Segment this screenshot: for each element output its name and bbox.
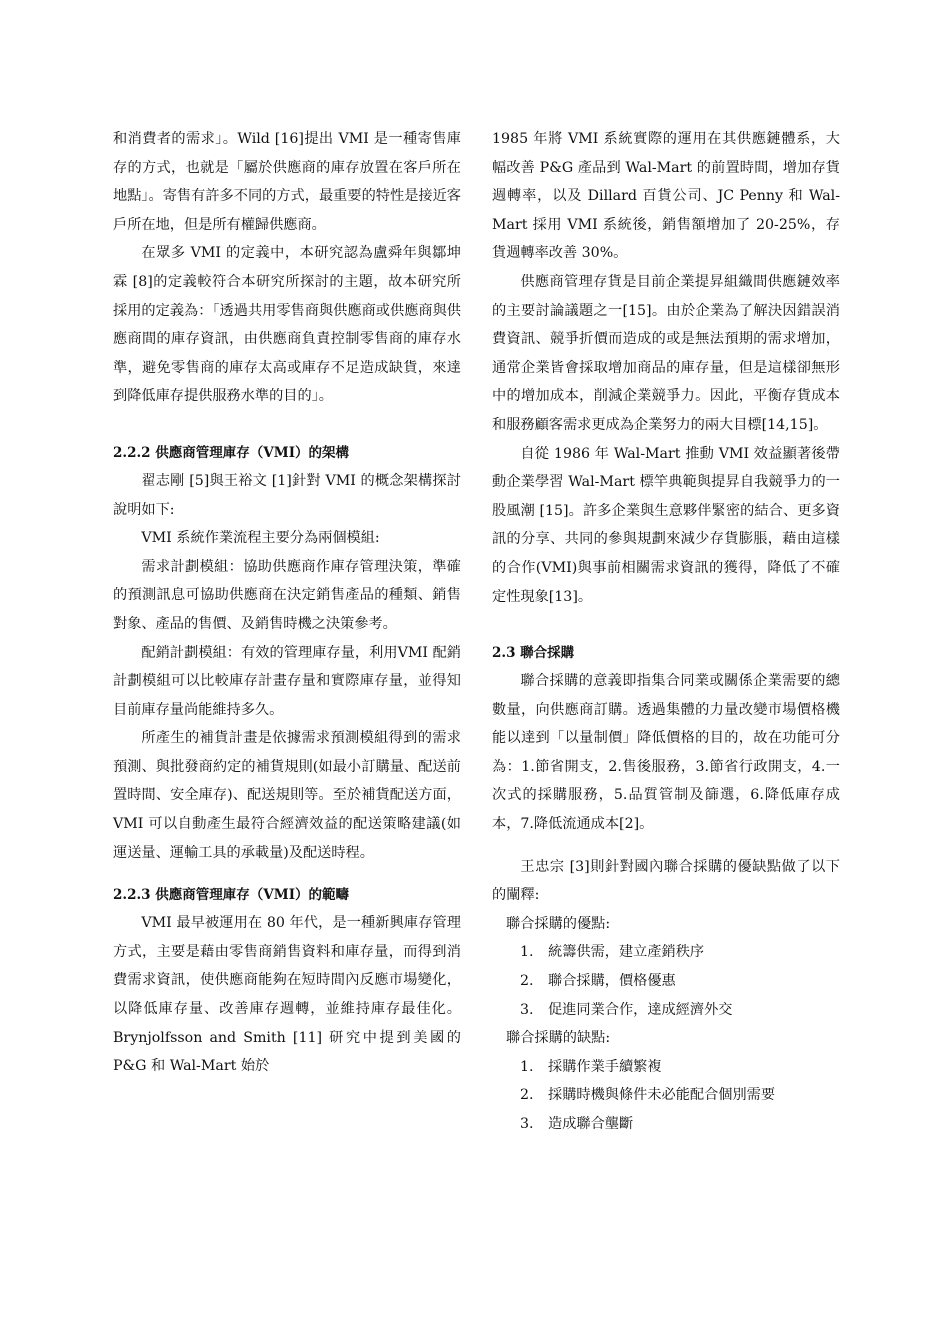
paragraph: 供應商管理存貨是目前企業提昇組織間供應鏈效率的主要討論議題之一[15]。由於企業為了解決因錯誤消費資訊、競爭折價而造成的或是無法預期的需求增加，通常企業皆會採取增加商品的庫存量，但是這樣卻無形中的增加成本，削減企業競爭力。因此，平衡存貨成本和服務顧客需求更成為企業努力的兩大目標[14,15]。: [492, 273, 840, 433]
spacer: [113, 411, 461, 439]
list-text: 聯合採購，價格優惠: [548, 973, 676, 990]
list-item: [492, 996, 840, 1025]
spacer: [492, 839, 840, 853]
list-item: [492, 1081, 840, 1110]
left-column: [113, 125, 461, 1081]
paragraph: 和消費者的需求」。Wild [16]提出 VMI 是一種寄售庫存的方式，也就是「屬於供應商的庫存放置在客戶所在地點」。寄售有許多不同的方式，最重要的特性是接近客戶所在地，但是所有權歸供應商。: [113, 131, 461, 233]
paragraph: 在眾多 VMI 的定義中，本研究認為盧舜年與鄒坤霖 [8]的定義較符合本研究所探討的主題，故本研究所採用的定義為：「透過共用零售商與供應商或供應商與供應商間的庫存資訊，由供應商負責控制零售商的庫存水準，避免零售商的庫存太高或庫存不足造成缺貨，來達到降低庫存提供服務水準的目的」。: [113, 245, 461, 405]
disadvantages-list: [492, 1053, 840, 1139]
paragraph: 翟志剛 [5]與王裕文 [1]針對 VMI 的概念架構探討說明如下:: [113, 472, 461, 518]
paragraph: 自從 1986 年 Wal-Mart 推動 VMI 效益顯著後帶動企業學習 Wal-Mart 標竿典範與提昇自我競爭力的一股風潮 [15]。許多企業與生意夥伴緊密的結合、更多資訊的分享、共同的參與規劃來減少存貨膨脹，藉由這樣的合作(VMI)與事前相關需求資訊的獲得，降低了不確定性現象[13]。: [492, 445, 840, 605]
paragraph: 聯合採購的意義即指集合同業或關係企業需要的總數量，向供應商訂購。透過集體的力量改變市場價格機能以達到「以量制價」降低價格的目的，故在功能可分為：1.節省開支，2.售後服務，3.節省行政開支，4.一次式的採購服務，5.品質管制及篩選，6.降低庫存成本，7.降低流通成本[2]。: [492, 673, 840, 833]
spacer: [492, 611, 840, 639]
paragraph: 王忠宗 [3]則針對國內聯合採購的優缺點做了以下的闡釋:: [492, 858, 840, 904]
section-heading-2-2-3: 2.2.3 供應商管理庫存（VMI）的範疇: [113, 887, 350, 904]
section-heading-2-2-2: 2.2.2 供應商管理庫存（VMI）的架構: [113, 444, 350, 461]
advantages-label: 聯合採購的優點:: [506, 915, 611, 932]
paragraph: 1985 年將 VMI 系統實際的運用在其供應鏈體系，大幅改善 P&G 產品到 Wal-Mart 的前置時間，增加存貨週轉率，以及 Dillard 百貨公司、JC Penny 和 Wal-Mart 採用 VMI 系統後，銷售額增加了 20-25%，存貨週轉率改善 30%。: [492, 131, 840, 262]
list-item: [492, 1110, 840, 1139]
spacer: [113, 867, 461, 881]
list-number: 2.: [520, 1087, 534, 1104]
list-item: [492, 967, 840, 996]
list-number: 2.: [520, 973, 534, 990]
paragraph: 需求計劃模組：協助供應商作庫存管理決策，準確的預測訊息可協助供應商在決定銷售產品的種類、銷售對象、產品的售價、及銷售時機之決策參考。: [113, 558, 461, 632]
list-number: 3.: [520, 1001, 534, 1018]
list-item: [492, 1053, 840, 1082]
paragraph: VMI 系統作業流程主要分為兩個模組:: [141, 530, 380, 547]
paragraph: 配銷計劃模組：有效的管理庫存量，利用VMI 配銷計劃模組可以比較庫存計畫存量和實際庫存量，並得知目前庫存量尚能維持多久。: [113, 644, 461, 718]
section-heading-2-3: 2.3 聯合採購: [492, 645, 575, 662]
list-text: 造成聯合壟斷: [548, 1116, 634, 1132]
list-text: 促進同業合作，達成經濟外交: [548, 1001, 733, 1018]
list-item: [492, 938, 840, 967]
list-number: 1.: [520, 944, 534, 961]
list-text: 採購時機與條件未必能配合個別需要: [548, 1087, 776, 1104]
list-text: 採購作業手續繁複: [548, 1058, 662, 1075]
list-number: 1.: [520, 1058, 534, 1075]
right-column: [492, 125, 840, 1139]
list-number: 3.: [520, 1116, 534, 1132]
disadvantages-label: 聯合採購的缺點:: [506, 1030, 611, 1047]
list-text: 統籌供需，建立產銷秩序: [548, 944, 705, 961]
advantages-list: [492, 938, 840, 1024]
paragraph: VMI 最早被運用在 80 年代，是一種新興庫存管理方式，主要是藉由零售商銷售資料和庫存量，而得到消費需求資訊，使供應商能夠在短時間內反應市場變化，以降低庫存量、改善庫存週轉，並維持庫存最佳化。Brynjolfsson and Smith [11] 研究中提到美國的 P&G 和 Wal-Mart 始於: [113, 915, 461, 1075]
paragraph: 所產生的補貨計畫是依據需求預測模組得到的需求預測、與批發商約定的補貨規則(如最小訂購量、配送前置時間、安全庫存)、配送規則等。至於補貨配送方面，VMI 可以自動產生最符合經濟效益的配送策略建議(如運送量、運輸工具的承載量)及配送時程。: [113, 730, 461, 861]
